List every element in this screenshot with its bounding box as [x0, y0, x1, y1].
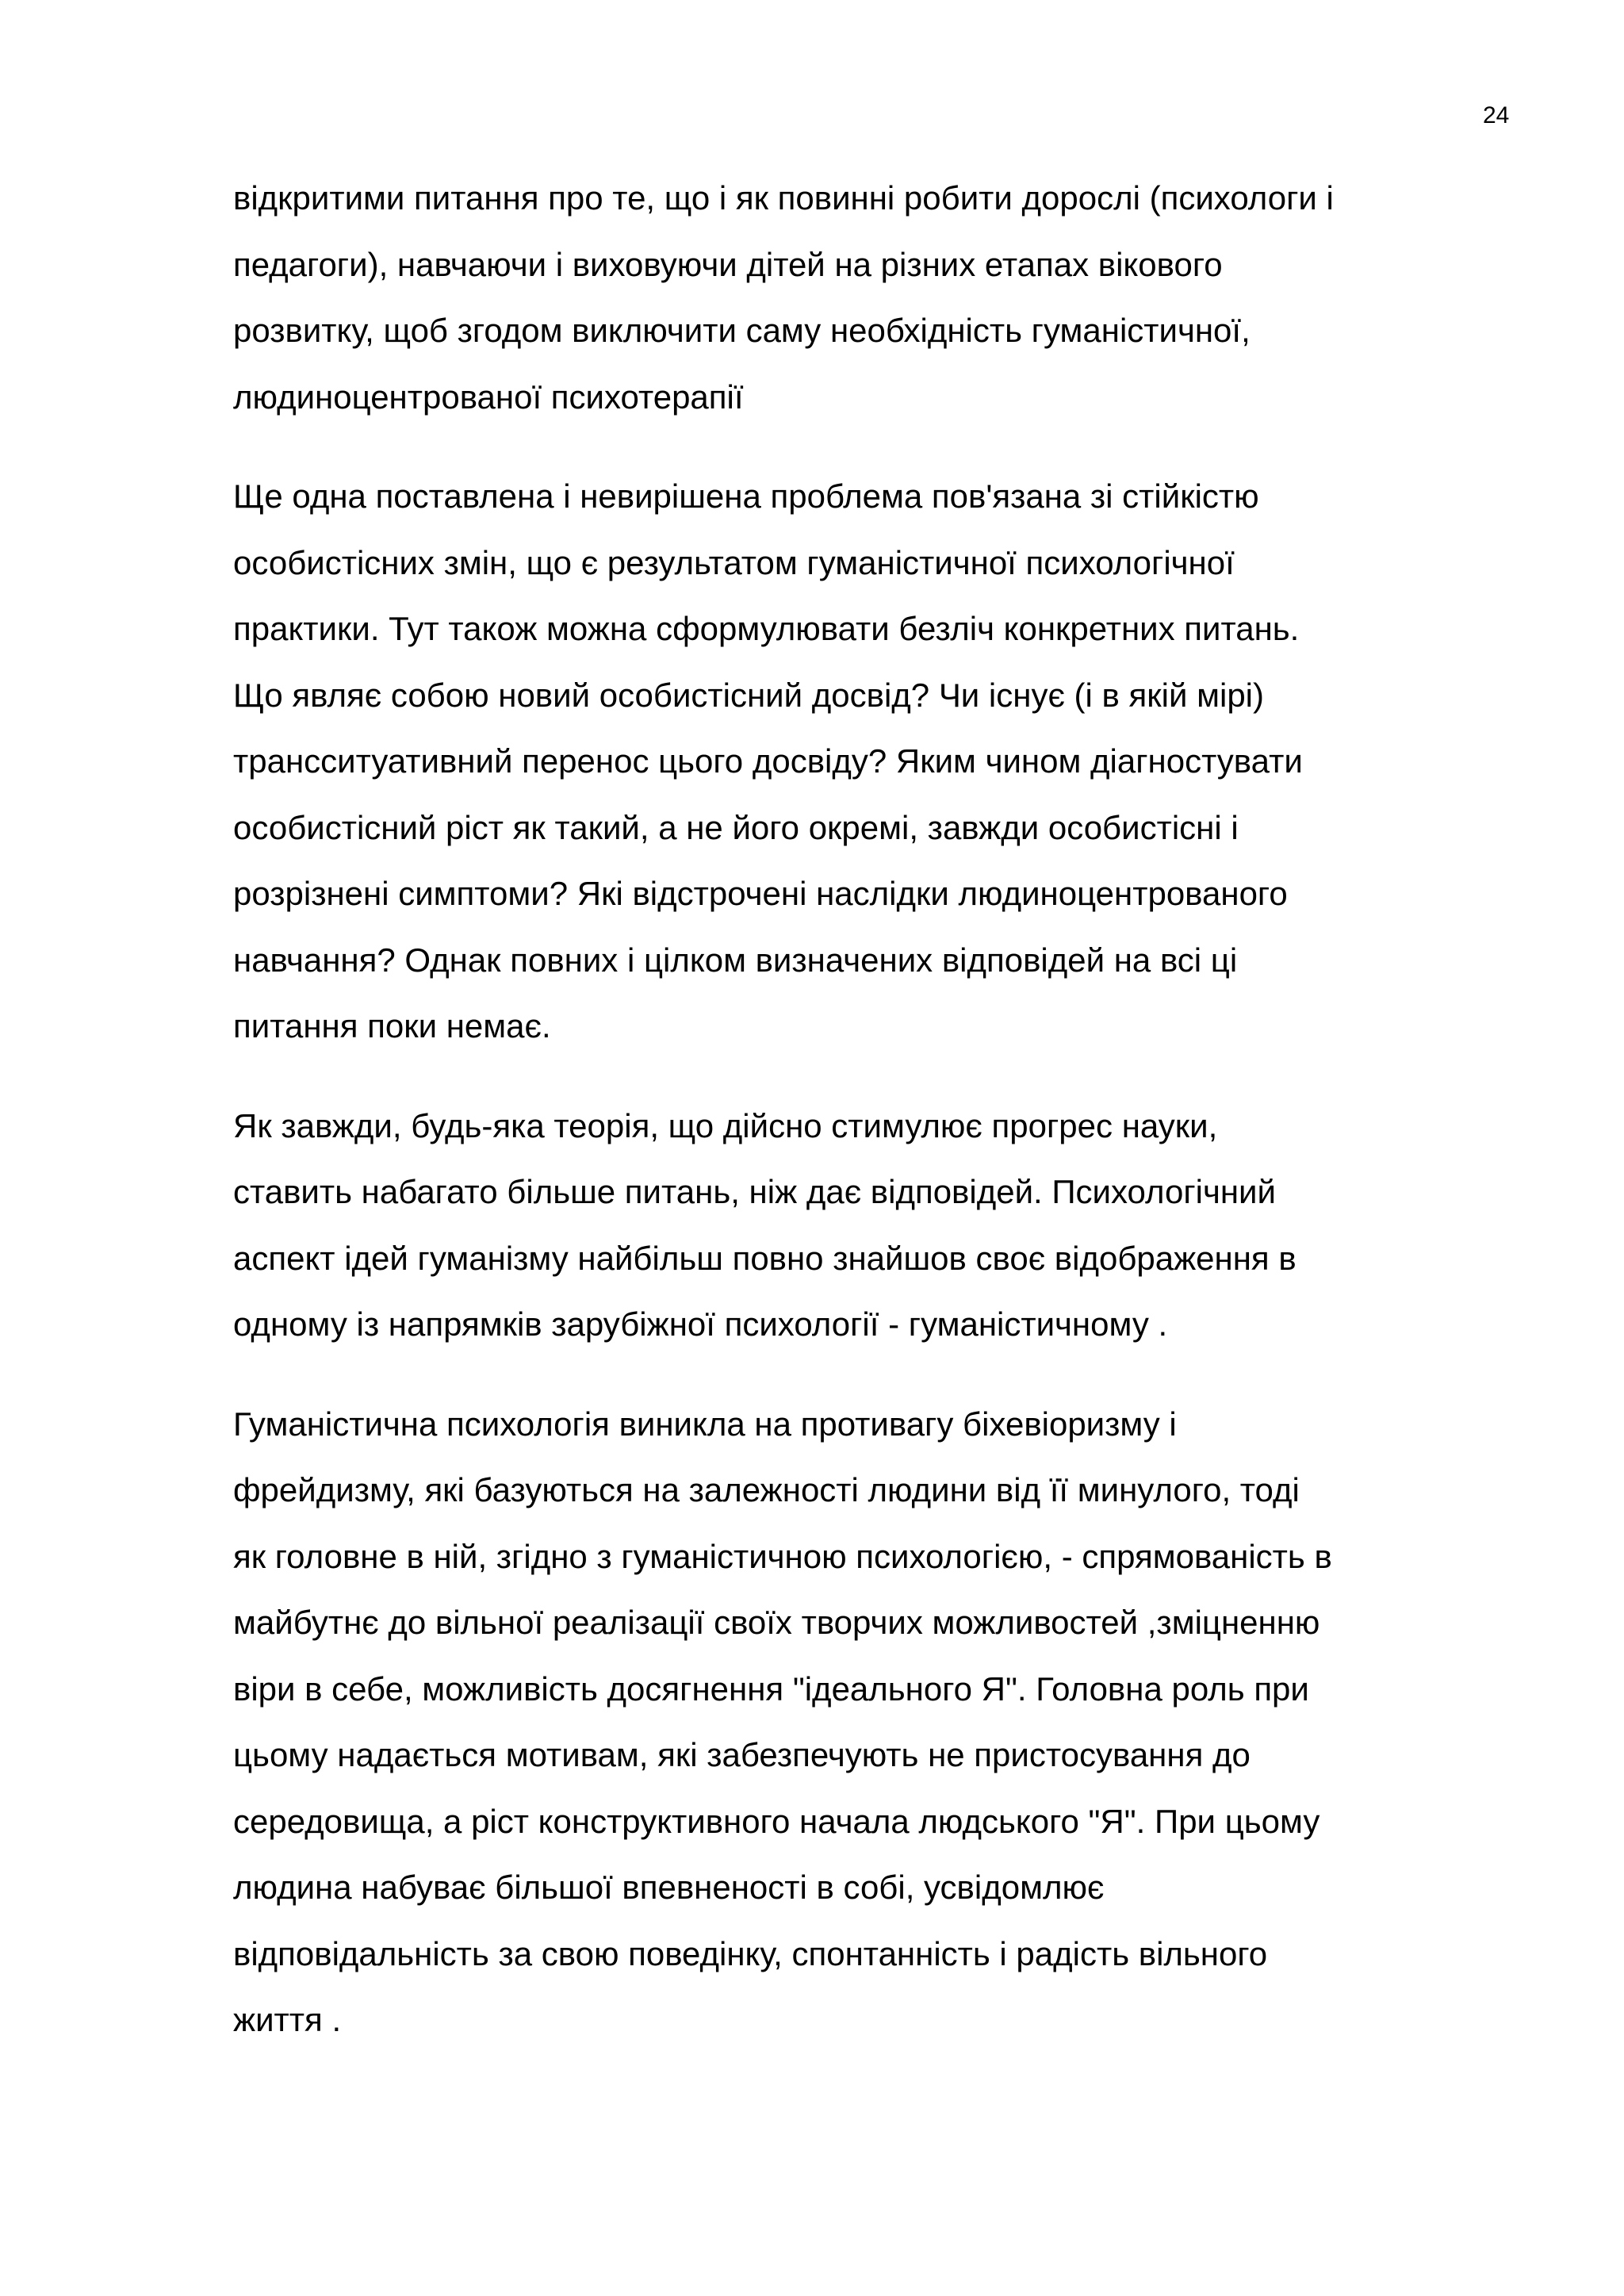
text-line: ставить набагато більше питань, ніж дає відповідей. Психологічний — [233, 1173, 1276, 1210]
text-line: життя . — [233, 2001, 342, 2038]
text-line: трансситуативний перенос цього досвіду? Яким чином діагностувати — [233, 742, 1303, 780]
text-line: майбутнє до вільної реалізації своїх творчих можливостей ,зміцненню — [233, 1604, 1320, 1641]
text-line: цьому надається мотивам, які забезпечують не пристосування до — [233, 1736, 1251, 1773]
text-line: аспект ідей гуманізму найбільш повно знайшов своє відображення в — [233, 1239, 1297, 1277]
text-line: Гуманістична психологія виникла на противагу біхевіоризму і — [233, 1405, 1177, 1443]
text-line: віри в себе, можливість досягнення "ідеального Я". Головна роль при — [233, 1669, 1309, 1708]
text-line: практики. Тут також можна сформулювати безліч конкретних питань. — [233, 610, 1300, 647]
text-line: відкритими питання про те, що і як повинні робити дорослі (психологи і — [233, 179, 1334, 217]
text-line: Що являє собою новий особистісний досвід? Чи існує (і в якій мірі) — [233, 676, 1264, 714]
text-line: фрейдизму, які базуються на залежності людини від її минулого, тоді — [233, 1471, 1300, 1508]
text-line: відповідальність за свою поведінку, спонтанність і радість вільного — [233, 1934, 1268, 1972]
body-text — [233, 165, 1530, 2087]
paragraph-4 — [233, 1391, 1530, 2053]
text-line: питання поки немає. — [233, 1007, 551, 1045]
text-line: середовища, а ріст конструктивного начала людського "Я". При цьому — [233, 1802, 1320, 1840]
text-line: розвитку, щоб згодом виключити саму необхідність гуманістичної, — [233, 312, 1251, 349]
text-line: Ще одна поставлена і невирішена проблема пов'язана зі стійкістю — [233, 477, 1259, 515]
text-line: людина набуває більшої впевненості в собі, усвідомлює — [233, 1869, 1105, 1906]
text-line: одному із напрямків зарубіжної психології - гуманістичному . — [233, 1305, 1168, 1343]
text-line: людиноцентрованої психотерапії — [233, 378, 744, 416]
text-line: Як завжди, будь-яка теорія, що дійсно стимулює прогрес науки, — [233, 1106, 1218, 1144]
text-line: розрізнені симптоми? Які відстрочені наслідки людиноцентрованого — [233, 875, 1288, 912]
text-line: як головне в ній, згідно з гуманістичною психологією, - спрямованість в — [233, 1537, 1332, 1575]
paragraph-2 — [233, 463, 1530, 1060]
paragraph-3 — [233, 1093, 1530, 1358]
text-line: навчання? Однак повних і цілком визначених відповідей на всі ці — [233, 941, 1238, 979]
paragraph-1 — [233, 165, 1530, 430]
text-line: педагоги), навчаючи і виховуючи дітей на різних етапах вікового — [233, 245, 1223, 283]
page-number: 24 — [1483, 102, 1510, 128]
text-line: особистісний ріст як такий, а не його окремі, завжди особистісні і — [233, 808, 1239, 846]
text-line: особистісних змін, що є результатом гуманістичної психологічної — [233, 543, 1235, 581]
